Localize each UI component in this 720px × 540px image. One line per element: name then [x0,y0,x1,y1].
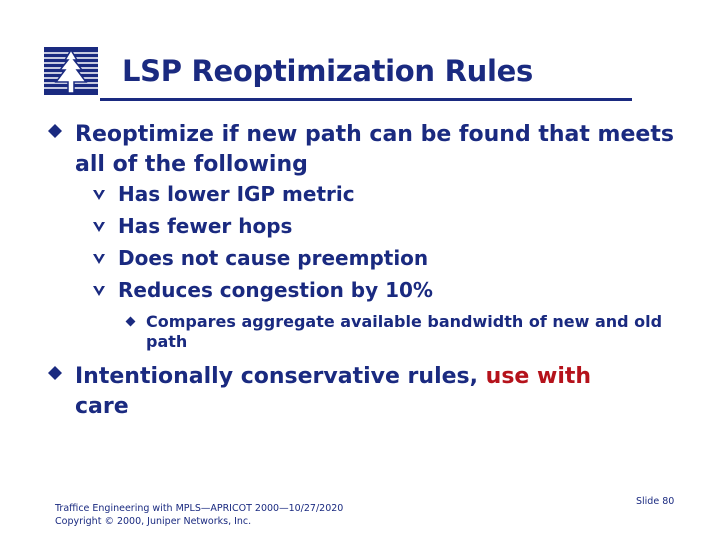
footer-line-1: Traffice Engineering with MPLS—APRICOT 2000—10/27/2020 [55,503,344,514]
sub-sub-item-text: Compares aggregate available bandwidth of new and old path [146,312,663,351]
slide-number: Slide 80 [636,496,675,507]
check-v-bullet-icon [92,188,106,202]
list-item-text: Reduces congestion by 10% [118,278,433,302]
small-diamond-bullet-icon [126,317,136,327]
bullet-text-continuation: care [75,394,129,419]
juniper-tree-logo-icon [44,47,98,95]
footer-credits [55,502,343,528]
list-item-text: Does not cause preemption [118,246,429,270]
check-v-bullet-icon [92,252,106,266]
list-item-text: Has lower IGP metric [118,182,355,206]
check-v-bullet-icon [92,284,106,298]
bullet-text-emphasis: use with [485,364,592,389]
diamond-bullet-icon [48,366,62,380]
bullet-text-plain: Intentionally conservative rules, [75,364,478,389]
footer-copyright: Copyright © 2000, Juniper Networks, Inc. [55,516,252,527]
list-item-text: Has fewer hops [118,214,293,238]
diamond-bullet-icon [48,124,62,138]
title-underline [100,98,632,101]
check-v-bullet-icon [92,220,106,234]
slide-title: LSP Reoptimization Rules [122,54,533,88]
bullet-text [75,362,685,422]
bullet-text: Reoptimize if new path can be found that meets all of the following [75,122,674,177]
